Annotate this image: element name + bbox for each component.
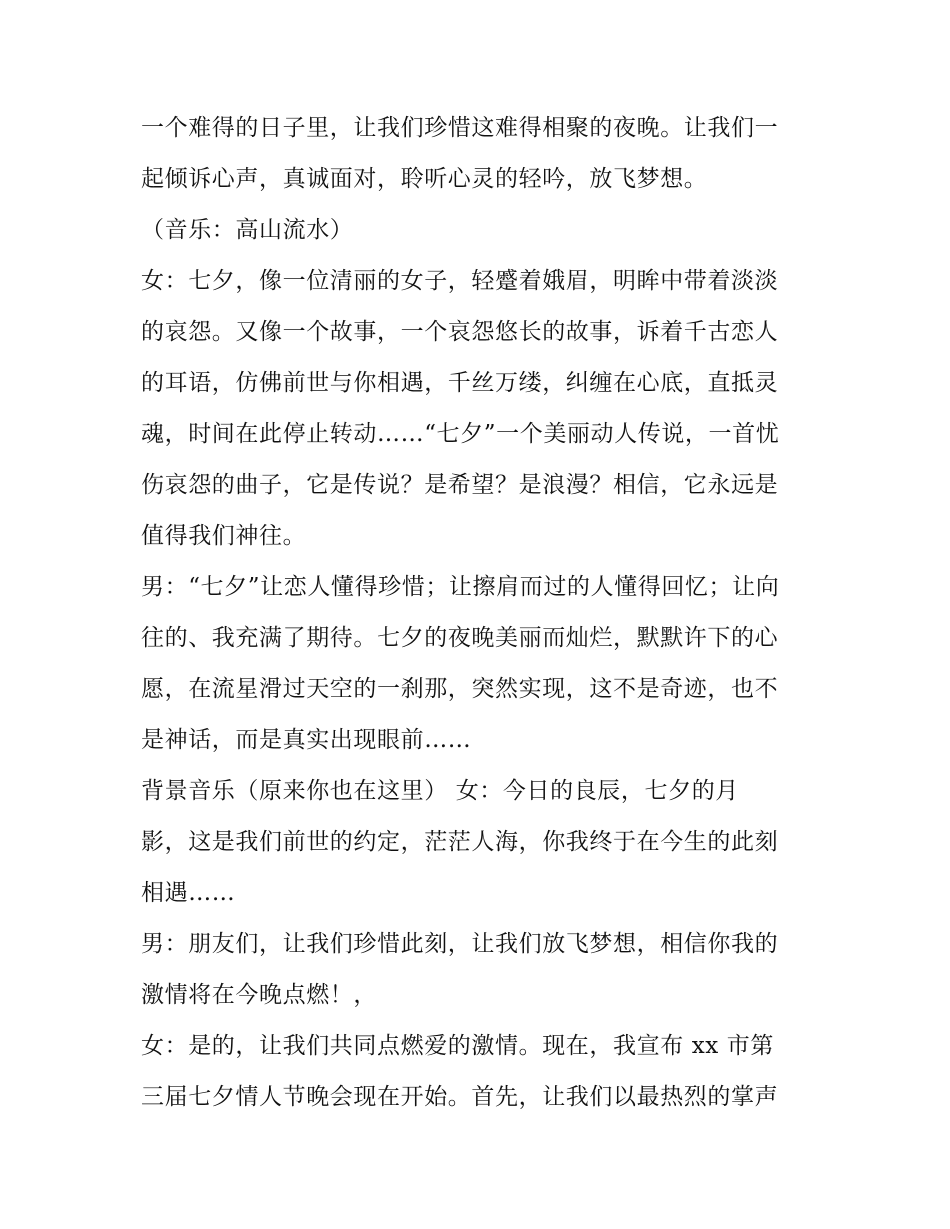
- text-line: 一个难得的日子里，让我们珍惜这难得相聚的夜晚。让我们一: [141, 115, 779, 141]
- text-line: 愿，在流星滑过天空的一刹那，突然实现，这不是奇迹，也不: [141, 676, 779, 702]
- text-line: 背景音乐（原来你也在这里） 女：今日的良辰，七夕的月: [141, 778, 739, 804]
- text-line: 激情将在今晚点燃！，: [141, 982, 377, 1008]
- text-line: 起倾诉心声，真诚面对，聆听心灵的轻吟，放飞梦想。: [141, 166, 708, 192]
- text-line: 男：“七夕”让恋人懂得珍惜；让擦肩而过的人懂得回忆；让向: [141, 574, 780, 600]
- text-line: 女：是的，让我们共同点燃爱的激情。现在，我宣布 xx 市第: [141, 1033, 774, 1059]
- script-text: [141, 103, 821, 1123]
- text-line: 魂，时间在此停止转动……“七夕”一个美丽动人传说，一首忧: [141, 421, 780, 447]
- text-line: 女：七夕，像一位清丽的女子，轻蹙着娥眉，明眸中带着淡淡: [141, 268, 779, 294]
- text-line: 是神话，而是真实出现眼前……: [141, 727, 472, 753]
- text-line: 的耳语，仿佛前世与你相遇，千丝万缕，纠缠在心底，直抵灵: [141, 370, 779, 396]
- text-line: 值得我们神往。: [141, 523, 307, 549]
- text-line: 的哀怨。又像一个故事，一个哀怨悠长的故事，诉着千古恋人: [141, 319, 779, 345]
- text-line: 往的、我充满了期待。七夕的夜晚美丽而灿烂，默默许下的心: [141, 625, 779, 651]
- text-line: （音乐：高山流水）: [141, 217, 354, 243]
- text-line: 男：朋友们，让我们珍惜此刻，让我们放飞梦想，相信你我的: [141, 931, 779, 957]
- text-line: 伤哀怨的曲子，它是传说？是希望？是浪漫？相信，它永远是: [141, 472, 779, 498]
- text-line: 影，这是我们前世的约定，茫茫人海，你我终于在今生的此刻: [141, 829, 779, 855]
- text-line: 相遇……: [141, 880, 236, 906]
- text-line: 三届七夕情人节晚会现在开始。首先，让我们以最热烈的掌声: [141, 1084, 779, 1110]
